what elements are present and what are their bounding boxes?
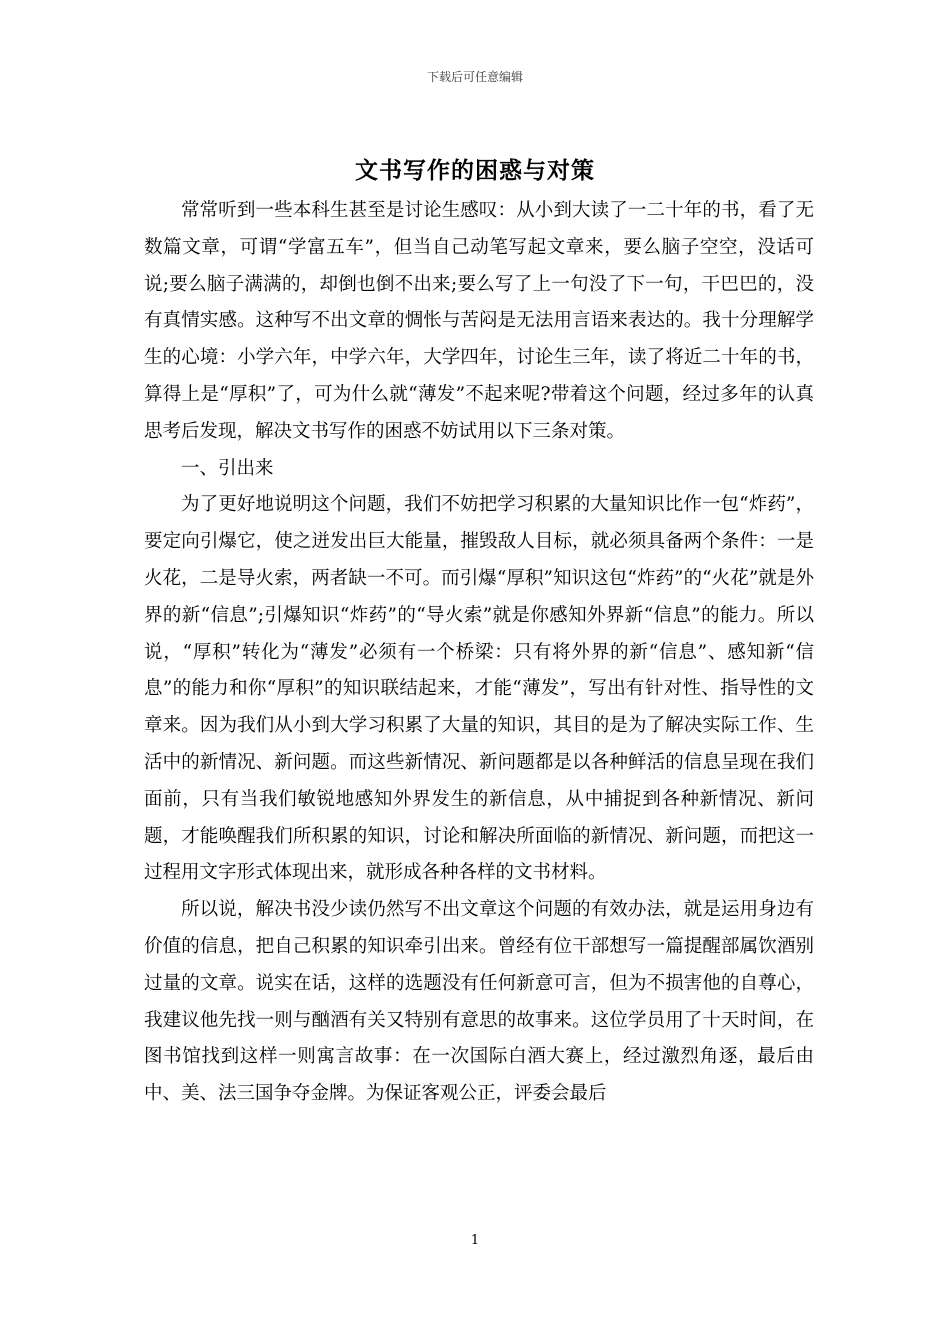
paragraph-intro: 常常听到一些本科生甚至是讨论生感叹：从小到大读了一二十年的书，看了无数篇文章，可谓“学富五车”，但当自己动笔写起文章来，要么脑子空空，没话可说;要么脑子满满的，却倒也倒不出来;要么写了上一句没了下一句，干巴巴的，没有真情实感。这种写不出文章的惆怅与苦闷是无法用言语来表达的。我十分理解学生的心境：小学六年，中学六年，大学四年，讨论生三年，读了将近二十年的书，算得上是“厚积”了，可为什么就“薄发”不起来呢?带着这个问题，经过多年的认真思考后发现，解决文书写作的困惑不妨试用以下三条对策。 — [144, 200, 814, 442]
header-note: 下载后可任意编辑 — [426, 70, 523, 84]
page-number: 1 — [470, 1233, 480, 1248]
document-body — [144, 193, 814, 1113]
paragraph-solution-example: 所以说，解决书没少读仍然写不出文章这个问题的有效办法，就是运用身边有价值的信息，把自己积累的知识牵引出来。曾经有位干部想写一篇提醒部属饮酒别过量的文章。说实在话，这样的选题没有任何新意可言，但为不损害他的自尊心，我建议他先找一则与酗酒有关又特别有意思的故事来。这位学员用了十天时间，在图书馆找到这样一则寓言故事：在一次国际白酒大赛上，经过激烈角逐，最后由中、美、法三国争夺金牌。为保证客观公正，评委会最后 — [144, 899, 814, 1105]
document-title: 文书写作的困惑与对策 — [355, 157, 595, 184]
section-heading-1: 一、引出来 — [181, 457, 274, 479]
paragraph-explosive-metaphor: 为了更好地说明这个问题，我们不妨把学习积累的大量知识比作一包“炸药”，要定向引爆它，使之迸发出巨大能量，摧毁敌人目标，就必须具备两个条件：一是火花，二是导火索，两者缺一不可。而引爆“厚积”知识这包“炸药”的“火花”就是外界的新“信息”;引爆知识“炸药”的“导火索”就是你感知外界新“信息”的能力。所以说，“厚积”转化为“薄发”必须有一个桥梁：只有将外界的新“信息”、感知新“信息”的能力和你“厚积”的知识联结起来，才能“薄发”，写出有针对性、指导性的文章来。因为我们从小到大学习积累了大量的知识，其目的是为了解决实际工作、生活中的新情况、新问题。而这些新情况、新问题都是以各种鲜活的信息呈现在我们面前，只有当我们敏锐地感知外界发生的新信息，从中捕捉到各种新情况、新问题，才能唤醒我们所积累的知识，讨论和解决所面临的新情况、新问题，而把这一过程用文字形式体现出来，就形成各种各样的文书材料。 — [144, 494, 814, 884]
